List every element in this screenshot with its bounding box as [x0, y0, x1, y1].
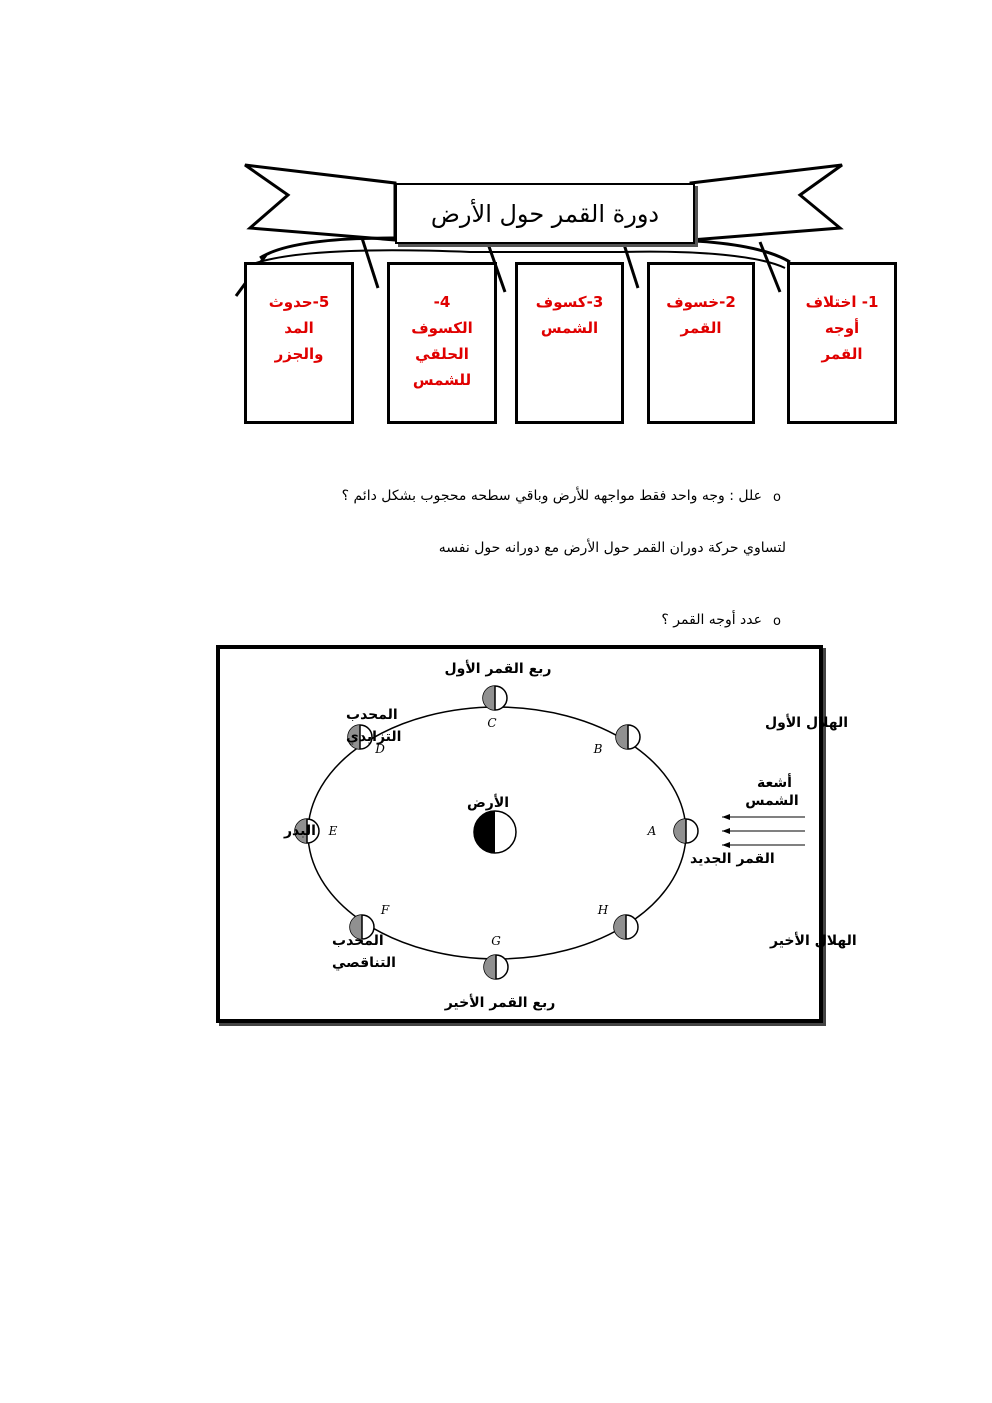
topic-box-lunar-eclipse: 2-خسوف القمر: [647, 262, 755, 424]
phase-label-line: ربع القمر الأخير: [444, 995, 556, 1011]
moon-icon: [616, 725, 640, 749]
topic-box-tides: 5-حدوث المد والجزر: [244, 262, 354, 424]
phase-label: [332, 933, 396, 971]
topic-box-solar-eclipse: 3-كسوف الشمس: [515, 262, 624, 424]
ribbon-right-tail: [691, 165, 842, 240]
phase-label: [283, 823, 316, 839]
phase-letter: C: [487, 716, 497, 730]
earth-label: الأرض: [466, 795, 510, 811]
sun-rays-label-line: الشمس: [745, 793, 799, 809]
phase-letter: F: [380, 903, 390, 917]
phase-label: [445, 660, 552, 677]
connector-line: [622, 238, 638, 288]
banner-title: دورة القمر حول الأرض: [395, 183, 695, 244]
moon-phases-diagram: [216, 645, 857, 1023]
connector-line: [760, 242, 780, 292]
phase-label: [765, 714, 848, 731]
phase-label: [690, 851, 775, 867]
phase-label-line: البدر: [284, 823, 316, 839]
phase-letter: D: [375, 742, 385, 756]
connector-line: [362, 238, 378, 288]
phase-label-line: القمر الجديد: [690, 851, 775, 867]
question-reason: علل : وجه واحد فقط مواجهه للأرض وباقي سطحه محجوب بشكل دائم ؟: [341, 488, 762, 504]
phase-label-line: المحدب: [346, 707, 398, 723]
phase-letter: E: [328, 824, 338, 838]
question-phases: عدد أوجه القمر ؟: [661, 612, 762, 628]
phase-label-line: التزايدي: [346, 729, 402, 745]
phase-label-line: الهلال الأول: [765, 715, 849, 731]
phase-label: [769, 932, 857, 949]
sun-rays-label-line: أشعة: [756, 775, 792, 791]
sun-rays-label: [745, 773, 798, 809]
phase-letter: H: [597, 903, 609, 917]
phase-label-line: التناقصي: [332, 955, 396, 971]
phase-label: [444, 994, 556, 1011]
phase-letter: A: [647, 824, 657, 838]
phase-letter: G: [491, 934, 501, 948]
earth-icon: [474, 811, 516, 853]
moon-icon: [614, 915, 638, 939]
bullet-icon: o: [773, 614, 781, 629]
topic-box-moon-phases: 1- اختلاف أوجه القمر: [787, 262, 897, 424]
topic-box-annular-eclipse: 4- الكسوف الحلقي للشمس: [387, 262, 497, 424]
moon-icon: [484, 955, 508, 979]
sun-rays-arrows-icon: [722, 814, 805, 848]
phase-label-line: الهلال الأخير: [770, 933, 857, 949]
bullet-icon: o: [773, 490, 781, 505]
moon-phases-figure: [220, 649, 857, 1019]
phase-label-line: المحدب: [332, 933, 384, 949]
answer-reason: لتساوي حركة دوران القمر حول الأرض مع دورانه حول نفسه: [438, 540, 786, 556]
moon-icon: [674, 819, 698, 843]
ribbon-left-tail: [245, 165, 395, 240]
phase-letter: B: [593, 742, 603, 756]
moon-icon: [483, 686, 507, 710]
phase-label-line: ربع القمر الأول: [444, 661, 552, 677]
